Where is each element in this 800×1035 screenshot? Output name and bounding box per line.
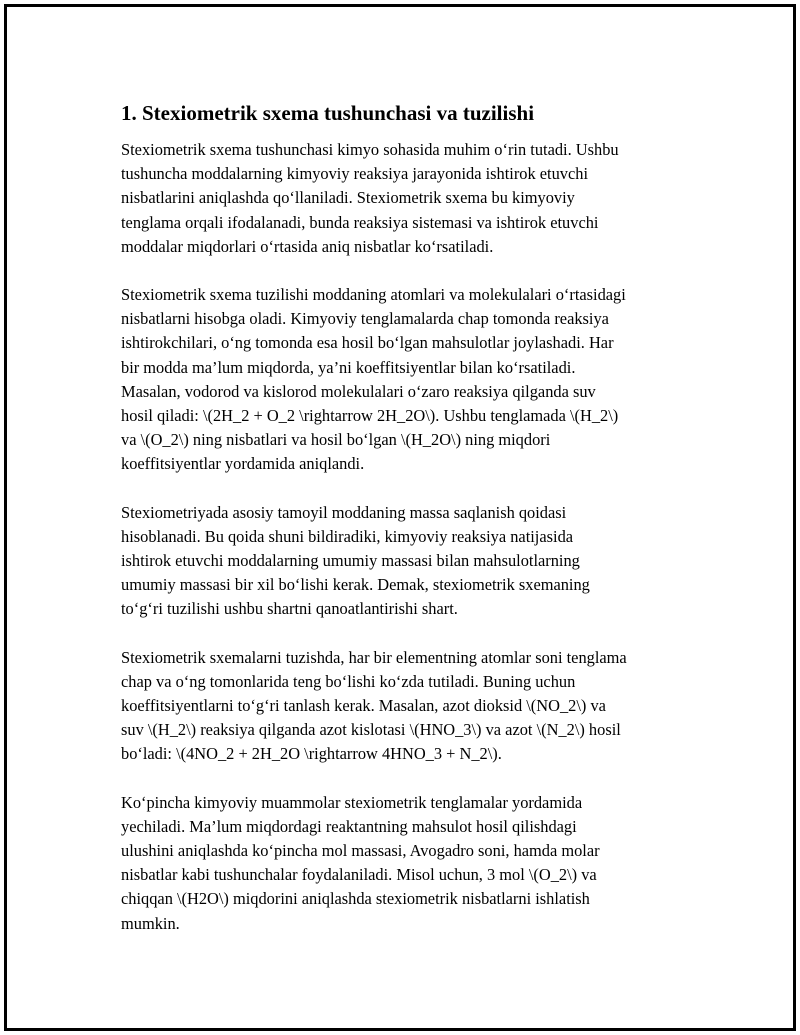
text-line: tenglama orqali ifodalanadi, bunda reaksiya sistemasi va ishtirok etuvchi bbox=[121, 212, 599, 232]
text-line: ishtirok etuvchi moddalarning umumiy massasi bilan mahsulotlarning bbox=[121, 551, 580, 571]
text-line: Stexiometrik sxemalarni tuzishda, har bir elementning atomlar soni tenglama bbox=[121, 647, 627, 667]
text-line: va \(O_2\) ning nisbatlari va hosil bo‘lgan \(H_2O\) ning miqdori bbox=[121, 430, 551, 450]
text-line: bir modda ma’lum miqdorda, ya’ni koeffitsiyentlar bilan ko‘rsatiladi. bbox=[121, 357, 576, 377]
text-line: koeffitsiyentlar yordamida aniqlandi. bbox=[121, 454, 365, 474]
paragraph-5 bbox=[121, 791, 701, 936]
text-line: bo‘ladi: \(4NO_2 + 2H_2O \rightarrow 4HNO_3 + N_2\). bbox=[121, 744, 502, 764]
text-line: umumiy massasi bir xil bo‘lishi kerak. Demak, stexiometrik sxemaning bbox=[121, 575, 590, 595]
text-line: Stexiometrik sxema tushunchasi kimyo sohasida muhim o‘rin tutadi. Ushbu bbox=[121, 140, 619, 159]
document-body bbox=[121, 99, 701, 960]
text-line: suv \(H_2\) reaksiya qilganda azot kislotasi \(HNO_3\) va azot \(N_2\) hosil bbox=[121, 720, 621, 740]
text-line: Stexiometrik sxema tuzilishi moddaning atomlari va molekulalari o‘rtasidagi bbox=[121, 285, 626, 305]
paragraph-3 bbox=[121, 501, 701, 622]
paragraph-2 bbox=[121, 283, 701, 477]
text-line: to‘g‘ri tuzilishi ushbu shartni qanoatlantirishi shart. bbox=[121, 599, 458, 619]
paragraph-1 bbox=[121, 138, 701, 259]
text-line: yechiladi. Ma’lum miqdordagi reaktantning mahsulot hosil qilishdagi bbox=[121, 816, 577, 836]
text-line: Ko‘pincha kimyoviy muammolar stexiometrik tenglamalar yordamida bbox=[121, 792, 583, 812]
paragraph-4 bbox=[121, 646, 701, 767]
text-line: chiqqan \(H2O\) miqdorini aniqlashda stexiometrik nisbatlarni ishlatish bbox=[121, 889, 590, 909]
text-line: mumkin. bbox=[121, 913, 180, 933]
text-line: Stexiometriyada asosiy tamoyil moddaning massa saqlanish qoidasi bbox=[121, 502, 567, 522]
text-line: nisbatlarni hisobga oladi. Kimyoviy tenglamalarda chap tomonda reaksiya bbox=[121, 309, 609, 329]
text-line: hosil qiladi: \(2H_2 + O_2 \rightarrow 2H_2O\). Ushbu tenglamada \(H_2\) bbox=[121, 406, 619, 426]
section-heading: 1. Stexiometrik sxema tushunchasi va tuzilishi bbox=[121, 101, 535, 125]
text-line: Masalan, vodorod va kislorod molekulalari o‘zaro reaksiya qilganda suv bbox=[121, 381, 596, 401]
text-line: moddalar miqdorlari o‘rtasida aniq nisbatlar ko‘rsatiladi. bbox=[121, 236, 494, 256]
text-line: ishtirokchilari, o‘ng tomonda esa hosil bo‘lgan mahsulotlar joylashadi. Har bbox=[121, 333, 614, 353]
text-line: tushuncha moddalarning kimyoviy reaksiya jarayonida ishtirok etuvchi bbox=[121, 164, 589, 184]
text-line: nisbatlar kabi tushunchalar foydalaniladi. Misol uchun, 3 mol \(O_2\) va bbox=[121, 865, 597, 885]
text-line: koeffitsiyentlarni to‘g‘ri tanlash kerak. Masalan, azot dioksid \(NO_2\) va bbox=[121, 696, 606, 716]
page-frame bbox=[4, 4, 796, 1031]
text-line: ulushini aniqlashda ko‘pincha mol massasi, Avogadro soni, hamda molar bbox=[121, 841, 600, 861]
text-line: nisbatlarini aniqlashda qo‘llaniladi. Stexiometrik sxema bu kimyoviy bbox=[121, 188, 575, 208]
text-line: chap va o‘ng tomonlarida teng bo‘lishi ko‘zda tutiladi. Buning uchun bbox=[121, 671, 576, 691]
text-line: hisoblanadi. Bu qoida shuni bildiradiki, kimyoviy reaksiya natijasida bbox=[121, 526, 574, 546]
